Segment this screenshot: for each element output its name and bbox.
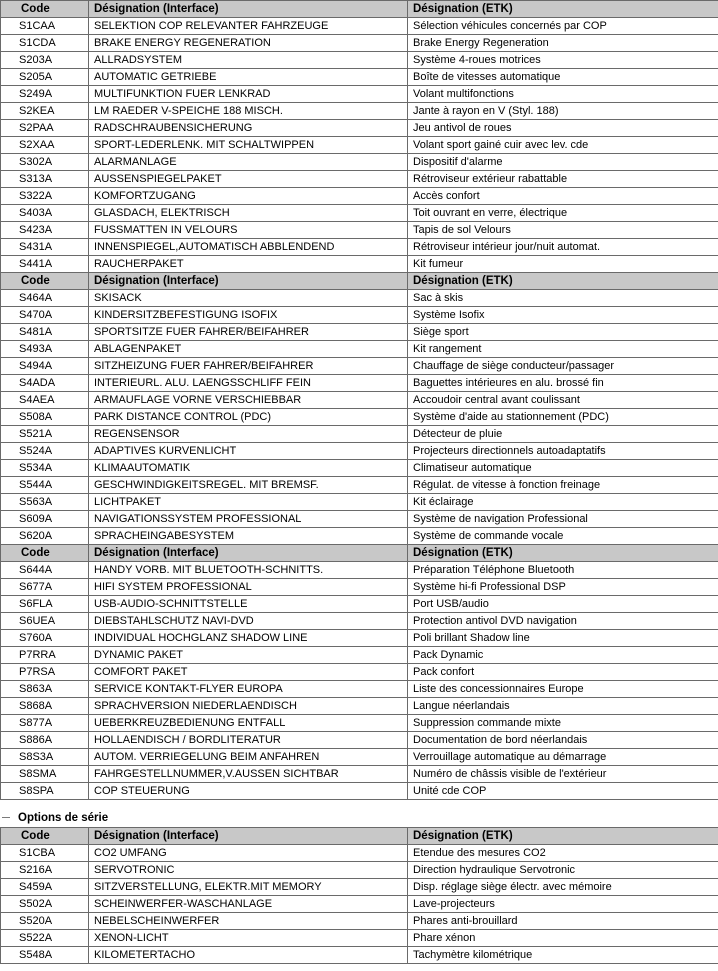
- option-designation-etk: Tachymètre kilométrique: [408, 947, 718, 964]
- option-code: S459A: [1, 879, 89, 896]
- table-row: [1, 947, 718, 964]
- table-row: [1, 443, 718, 460]
- option-designation-interface: ALARMANLAGE: [89, 154, 408, 171]
- option-designation-interface: AUTOM. VERRIEGELUNG BEIM ANFAHREN: [89, 749, 408, 766]
- table-row: [1, 749, 718, 766]
- option-designation-etk: Brake Energy Regeneration: [408, 35, 718, 52]
- table-row: [1, 35, 718, 52]
- option-designation-etk: Pack confort: [408, 664, 718, 681]
- option-code: S644A: [1, 562, 89, 579]
- option-code: S423A: [1, 222, 89, 239]
- option-designation-interface: NEBELSCHEINWERFER: [89, 913, 408, 930]
- table-row: [1, 766, 718, 783]
- option-designation-interface: SERVOTRONIC: [89, 862, 408, 879]
- option-designation-interface: SITZVERSTELLUNG, ELEKTR.MIT MEMORY: [89, 879, 408, 896]
- table-row: [1, 324, 718, 341]
- option-designation-etk: Régulat. de vitesse à fonction freinage: [408, 477, 718, 494]
- table-row: [1, 426, 718, 443]
- table-row: [1, 896, 718, 913]
- serie-section-label: Options de série: [18, 812, 109, 824]
- option-designation-interface: ADAPTIVES KURVENLICHT: [89, 443, 408, 460]
- table-row: [1, 913, 718, 930]
- option-designation-etk: Protection antivol DVD navigation: [408, 613, 718, 630]
- option-designation-etk: Phares anti-brouillard: [408, 913, 718, 930]
- option-code: S1CBA: [1, 845, 89, 862]
- option-code: S524A: [1, 443, 89, 460]
- option-code: S4AEA: [1, 392, 89, 409]
- option-designation-etk: Climatiseur automatique: [408, 460, 718, 477]
- col-header-code: Code: [1, 828, 89, 845]
- option-code: S563A: [1, 494, 89, 511]
- option-code: S502A: [1, 896, 89, 913]
- option-designation-interface: LM RAEDER V-SPEICHE 188 MISCH.: [89, 103, 408, 120]
- option-designation-etk: Boîte de vitesses automatique: [408, 69, 718, 86]
- option-designation-etk: Kit éclairage: [408, 494, 718, 511]
- option-code: S6FLA: [1, 596, 89, 613]
- option-code: S863A: [1, 681, 89, 698]
- option-designation-interface: SITZHEIZUNG FUER FAHRER/BEIFAHRER: [89, 358, 408, 375]
- option-code: S8SPA: [1, 783, 89, 800]
- table-row: [1, 18, 718, 35]
- table-row: [1, 630, 718, 647]
- option-code: S313A: [1, 171, 89, 188]
- option-designation-interface: SKISACK: [89, 290, 408, 307]
- option-designation-interface: SELEKTION COP RELEVANTER FAHRZEUGE: [89, 18, 408, 35]
- option-designation-etk: Sac à skis: [408, 290, 718, 307]
- option-code: S2PAA: [1, 120, 89, 137]
- table-row: [1, 732, 718, 749]
- option-designation-etk: Système de commande vocale: [408, 528, 718, 545]
- option-designation-interface: COMFORT PAKET: [89, 664, 408, 681]
- option-code: S403A: [1, 205, 89, 222]
- option-code: S548A: [1, 947, 89, 964]
- col-header-etk: Désignation (ETK): [408, 273, 718, 290]
- table-row: [1, 103, 718, 120]
- option-code: S493A: [1, 341, 89, 358]
- table-row: [1, 579, 718, 596]
- option-code: S677A: [1, 579, 89, 596]
- option-designation-etk: Jante à rayon en V (Styl. 188): [408, 103, 718, 120]
- col-header-code: Code: [1, 273, 89, 290]
- option-code: S508A: [1, 409, 89, 426]
- table-row: [1, 154, 718, 171]
- option-code: S249A: [1, 86, 89, 103]
- option-code: S203A: [1, 52, 89, 69]
- table-row: [1, 205, 718, 222]
- option-designation-etk: Chauffage de siège conducteur/passager: [408, 358, 718, 375]
- option-code: P7RSA: [1, 664, 89, 681]
- table-row: [1, 664, 718, 681]
- option-designation-etk: Tapis de sol Velours: [408, 222, 718, 239]
- col-header-interface: Désignation (Interface): [89, 273, 408, 290]
- option-code: S494A: [1, 358, 89, 375]
- table-row: [1, 528, 718, 545]
- option-designation-etk: Toit ouvrant en verre, électrique: [408, 205, 718, 222]
- col-header-interface: Désignation (Interface): [89, 545, 408, 562]
- collapse-dash-icon[interactable]: [2, 817, 10, 818]
- option-designation-etk: Détecteur de pluie: [408, 426, 718, 443]
- option-designation-interface: SERVICE KONTAKT-FLYER EUROPA: [89, 681, 408, 698]
- table-row: [1, 879, 718, 896]
- table-row: [1, 647, 718, 664]
- table-row: [1, 460, 718, 477]
- option-designation-etk: Préparation Téléphone Bluetooth: [408, 562, 718, 579]
- option-code: S620A: [1, 528, 89, 545]
- table-row: [1, 845, 718, 862]
- option-code: S520A: [1, 913, 89, 930]
- option-code: S886A: [1, 732, 89, 749]
- option-code: P7RRA: [1, 647, 89, 664]
- option-designation-etk: Système hi-fi Professional DSP: [408, 579, 718, 596]
- table-row: [1, 862, 718, 879]
- col-header-etk: Désignation (ETK): [408, 828, 718, 845]
- option-designation-interface: RAUCHERPAKET: [89, 256, 408, 273]
- option-code: S302A: [1, 154, 89, 171]
- option-designation-interface: LICHTPAKET: [89, 494, 408, 511]
- option-designation-interface: DIEBSTAHLSCHUTZ NAVI-DVD: [89, 613, 408, 630]
- option-designation-interface: DYNAMIC PAKET: [89, 647, 408, 664]
- col-header-code: Code: [1, 1, 89, 18]
- table-row: [1, 477, 718, 494]
- option-designation-interface: SPRACHVERSION NIEDERLAENDISCH: [89, 698, 408, 715]
- option-designation-etk: Direction hydraulique Servotronic: [408, 862, 718, 879]
- option-designation-interface: PARK DISTANCE CONTROL (PDC): [89, 409, 408, 426]
- option-code: S441A: [1, 256, 89, 273]
- option-code: S2KEA: [1, 103, 89, 120]
- option-code: S877A: [1, 715, 89, 732]
- option-code: S8SMA: [1, 766, 89, 783]
- option-code: S464A: [1, 290, 89, 307]
- serie-options-table: [0, 827, 718, 964]
- option-designation-interface: CO2 UMFANG: [89, 845, 408, 862]
- table-row: [1, 137, 718, 154]
- table-header-row: [1, 1, 718, 18]
- option-designation-etk: Lave-projecteurs: [408, 896, 718, 913]
- table-row: [1, 358, 718, 375]
- option-code: S431A: [1, 239, 89, 256]
- table-row: [1, 256, 718, 273]
- table-row: [1, 698, 718, 715]
- option-designation-interface: INNENSPIEGEL,AUTOMATISCH ABBLENDEND: [89, 239, 408, 256]
- option-code: S205A: [1, 69, 89, 86]
- option-designation-etk: Langue néerlandais: [408, 698, 718, 715]
- table-row: [1, 511, 718, 528]
- option-code: S534A: [1, 460, 89, 477]
- option-designation-interface: HANDY VORB. MIT BLUETOOTH-SCHNITTS.: [89, 562, 408, 579]
- option-designation-etk: Système 4-roues motrices: [408, 52, 718, 69]
- table-row: [1, 239, 718, 256]
- table-row: [1, 52, 718, 69]
- col-header-etk: Désignation (ETK): [408, 1, 718, 18]
- option-designation-etk: Kit fumeur: [408, 256, 718, 273]
- option-designation-etk: Liste des concessionnaires Europe: [408, 681, 718, 698]
- option-designation-interface: ABLAGENPAKET: [89, 341, 408, 358]
- option-designation-interface: UEBERKREUZBEDIENUNG ENTFALL: [89, 715, 408, 732]
- option-designation-interface: KOMFORTZUGANG: [89, 188, 408, 205]
- table-row: [1, 409, 718, 426]
- option-code: S544A: [1, 477, 89, 494]
- table-row: [1, 494, 718, 511]
- table-row: [1, 69, 718, 86]
- option-code: S521A: [1, 426, 89, 443]
- option-code: S8S3A: [1, 749, 89, 766]
- option-designation-interface: MULTIFUNKTION FUER LENKRAD: [89, 86, 408, 103]
- option-designation-etk: Kit rangement: [408, 341, 718, 358]
- option-designation-etk: Etendue des mesures CO2: [408, 845, 718, 862]
- table-row: [1, 222, 718, 239]
- option-designation-interface: USB-AUDIO-SCHNITTSTELLE: [89, 596, 408, 613]
- option-designation-interface: KLIMAAUTOMATIK: [89, 460, 408, 477]
- option-code: S609A: [1, 511, 89, 528]
- table-row: [1, 783, 718, 800]
- table-row: [1, 307, 718, 324]
- option-designation-etk: Numéro de châssis visible de l'extérieur: [408, 766, 718, 783]
- option-designation-interface: ALLRADSYSTEM: [89, 52, 408, 69]
- option-code: S522A: [1, 930, 89, 947]
- table-row: [1, 290, 718, 307]
- option-designation-etk: Jeu antivol de roues: [408, 120, 718, 137]
- option-designation-etk: Port USB/audio: [408, 596, 718, 613]
- option-designation-interface: SPORT-LEDERLENK. MIT SCHALTWIPPEN: [89, 137, 408, 154]
- option-code: S868A: [1, 698, 89, 715]
- table-row: [1, 375, 718, 392]
- table-row: [1, 86, 718, 103]
- option-designation-interface: KILOMETERTACHO: [89, 947, 408, 964]
- option-designation-interface: COP STEUERUNG: [89, 783, 408, 800]
- table-row: [1, 562, 718, 579]
- option-code: S4ADA: [1, 375, 89, 392]
- option-designation-interface: SCHEINWERFER-WASCHANLAGE: [89, 896, 408, 913]
- option-designation-etk: Sélection véhicules concernés par COP: [408, 18, 718, 35]
- col-header-code: Code: [1, 545, 89, 562]
- col-header-interface: Désignation (Interface): [89, 1, 408, 18]
- option-designation-etk: Accès confort: [408, 188, 718, 205]
- table-row: [1, 596, 718, 613]
- option-designation-interface: ARMAUFLAGE VORNE VERSCHIEBBAR: [89, 392, 408, 409]
- option-designation-interface: BRAKE ENERGY REGENERATION: [89, 35, 408, 52]
- option-designation-etk: Rétroviseur intérieur jour/nuit automat.: [408, 239, 718, 256]
- table-row: [1, 681, 718, 698]
- option-designation-interface: SPORTSITZE FUER FAHRER/BEIFAHRER: [89, 324, 408, 341]
- table-row: [1, 341, 718, 358]
- option-designation-interface: KINDERSITZBEFESTIGUNG ISOFIX: [89, 307, 408, 324]
- option-designation-etk: Pack Dynamic: [408, 647, 718, 664]
- option-designation-interface: NAVIGATIONSSYSTEM PROFESSIONAL: [89, 511, 408, 528]
- option-code: S1CAA: [1, 18, 89, 35]
- option-code: S216A: [1, 862, 89, 879]
- option-designation-interface: FUSSMATTEN IN VELOURS: [89, 222, 408, 239]
- option-code: S2XAA: [1, 137, 89, 154]
- option-designation-interface: XENON-LICHT: [89, 930, 408, 947]
- option-designation-interface: HIFI SYSTEM PROFESSIONAL: [89, 579, 408, 596]
- option-designation-interface: HOLLAENDISCH / BORDLITERATUR: [89, 732, 408, 749]
- option-code: S760A: [1, 630, 89, 647]
- option-designation-etk: Siège sport: [408, 324, 718, 341]
- option-designation-interface: AUSSENSPIEGELPAKET: [89, 171, 408, 188]
- option-code: S1CDA: [1, 35, 89, 52]
- table-header-row: [1, 545, 718, 562]
- option-designation-etk: Accoudoir central avant coulissant: [408, 392, 718, 409]
- option-designation-interface: GLASDACH, ELEKTRISCH: [89, 205, 408, 222]
- option-designation-etk: Disp. réglage siège électr. avec mémoire: [408, 879, 718, 896]
- option-code: S481A: [1, 324, 89, 341]
- option-designation-etk: Unité cde COP: [408, 783, 718, 800]
- option-designation-etk: Projecteurs directionnels autoadaptatifs: [408, 443, 718, 460]
- option-designation-etk: Dispositif d'alarme: [408, 154, 718, 171]
- option-designation-etk: Volant sport gainé cuir avec lev. cde: [408, 137, 718, 154]
- serie-section-title: [2, 810, 108, 826]
- option-code: S470A: [1, 307, 89, 324]
- table-row: [1, 120, 718, 137]
- option-designation-interface: INDIVIDUAL HOCHGLANZ SHADOW LINE: [89, 630, 408, 647]
- table-row: [1, 392, 718, 409]
- option-designation-etk: Volant multifonctions: [408, 86, 718, 103]
- option-designation-interface: RADSCHRAUBENSICHERUNG: [89, 120, 408, 137]
- option-designation-etk: Rétroviseur extérieur rabattable: [408, 171, 718, 188]
- option-designation-interface: REGENSENSOR: [89, 426, 408, 443]
- option-designation-etk: Système Isofix: [408, 307, 718, 324]
- table-header-row: [1, 828, 718, 845]
- option-designation-etk: Suppression commande mixte: [408, 715, 718, 732]
- table-header-row: [1, 273, 718, 290]
- option-code: S322A: [1, 188, 89, 205]
- option-designation-interface: FAHRGESTELLNUMMER,V.AUSSEN SICHTBAR: [89, 766, 408, 783]
- option-designation-etk: Verrouillage automatique au démarrage: [408, 749, 718, 766]
- option-designation-interface: AUTOMATIC GETRIEBE: [89, 69, 408, 86]
- option-designation-interface: INTERIEURL. ALU. LAENGSSCHLIFF FEIN: [89, 375, 408, 392]
- table-row: [1, 613, 718, 630]
- table-row: [1, 171, 718, 188]
- option-designation-etk: Phare xénon: [408, 930, 718, 947]
- option-designation-etk: Baguettes intérieures en alu. brossé fin: [408, 375, 718, 392]
- col-header-interface: Désignation (Interface): [89, 828, 408, 845]
- option-code: S6UEA: [1, 613, 89, 630]
- option-designation-etk: Système d'aide au stationnement (PDC): [408, 409, 718, 426]
- option-designation-interface: SPRACHEINGABESYSTEM: [89, 528, 408, 545]
- table-row: [1, 930, 718, 947]
- option-designation-interface: GESCHWINDIGKEITSREGEL. MIT BREMSF.: [89, 477, 408, 494]
- col-header-etk: Désignation (ETK): [408, 545, 718, 562]
- table-row: [1, 715, 718, 732]
- option-designation-etk: Poli brillant Shadow line: [408, 630, 718, 647]
- option-designation-etk: Système de navigation Professional: [408, 511, 718, 528]
- table-row: [1, 188, 718, 205]
- option-designation-etk: Documentation de bord néerlandais: [408, 732, 718, 749]
